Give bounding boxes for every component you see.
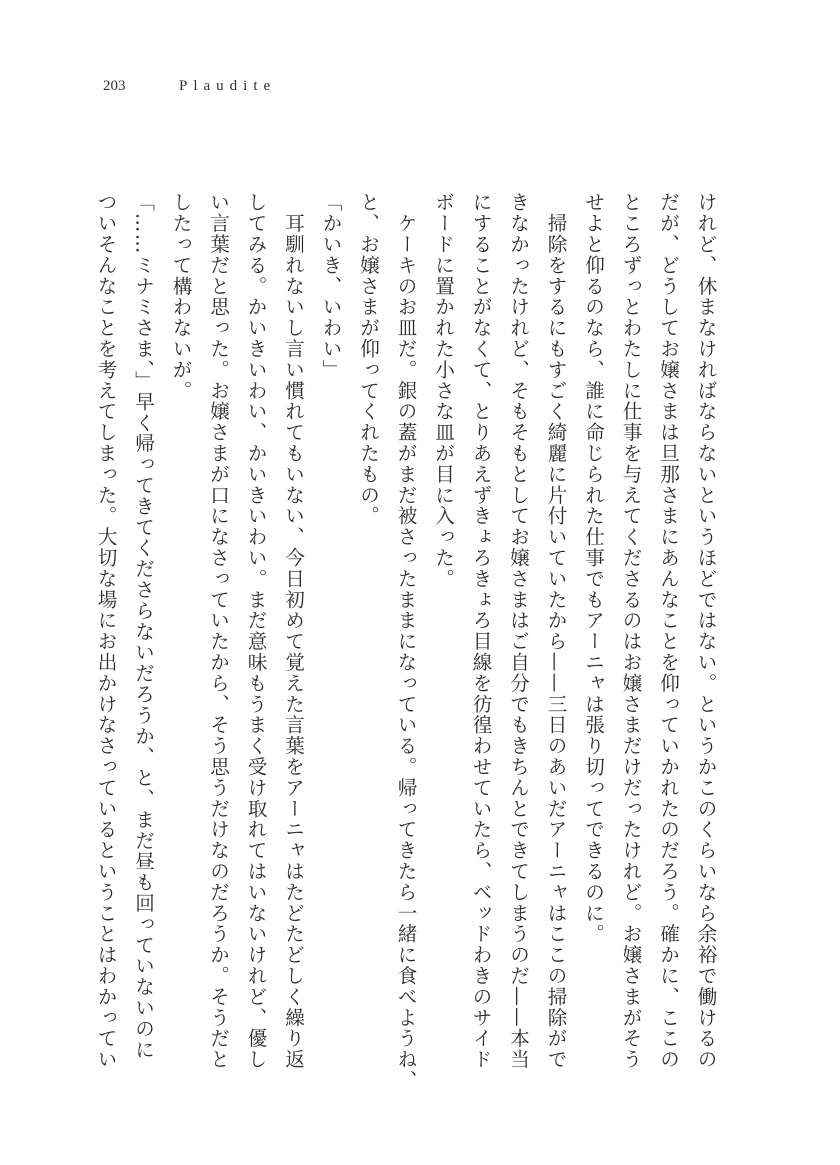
vertical-body-text [86,192,724,1091]
text-line: ところずっとわたしに仕事を与えてくださるのはお嬢さまだけだったけれど。お嬢さまがそう [619,192,642,1070]
text-line: ボードに置かれた小さな皿が目に入った。 [431,192,455,590]
text-line: と、お嬢さまが仰ってくれたもの。 [356,192,380,527]
text-line: 「……ミナミさま、」早く帰ってきてくださらないだろうか、と、まだ昼も回っていないのに [131,192,155,1060]
text-line: 掃除をするにもすごく綺麗に片付いていたから——三日のあいだアーニャはここの掃除がで [544,192,567,1070]
text-line: せよと仰るのなら、誰に命じられた仕事でもアーニャは張り切ってできるのに。 [581,192,605,945]
text-line: にすることがなくて、とりあえずきょろきょろ目線を彷徨わせていたら、ベッドわきのサイド [469,192,492,1070]
text-line: 耳馴れないし言い慣れてもいない、今日初めて覚えた言葉をアーニャはたどたどしく繰り返 [281,192,305,1070]
running-title: Plaudite [179,78,277,94]
text-line: きなかったけれど、そもそもとしてお嬢さまはご自分でもきちんとできてしまうのだ——本当 [506,192,530,1070]
page-number: 203 [103,78,126,94]
text-line: けれど、休まなければならないというほどではない。というかこのくらいなら余裕で働けるの [694,192,717,1070]
text-line: 「かいき、いわい」 [319,192,342,381]
text-line: したって構わないが。 [169,192,192,401]
text-line: ついそんなことを考えてしまった。大切な場にお出かけなさっているということはわかってい [94,192,117,1070]
text-line: してみる。かいきいわい、かいきいわい。まだ意味もうまく受け取れてはいないけれど、優し [244,192,267,1070]
text-line: い言葉だと思った。お嬢さまが口になさっていたから、そう思うだけなのだろうか。そうだと [206,192,230,1070]
text-line: ケーキのお皿だ。銀の蓋がまだ被さったままになっている。帰ってきたら一緒に食べようね、 [394,192,417,1091]
text-line: だが、どうしてお嬢さまは旦那さまにあんなことを仰っていかれたのだろう。確かに、ここの [656,192,680,1070]
